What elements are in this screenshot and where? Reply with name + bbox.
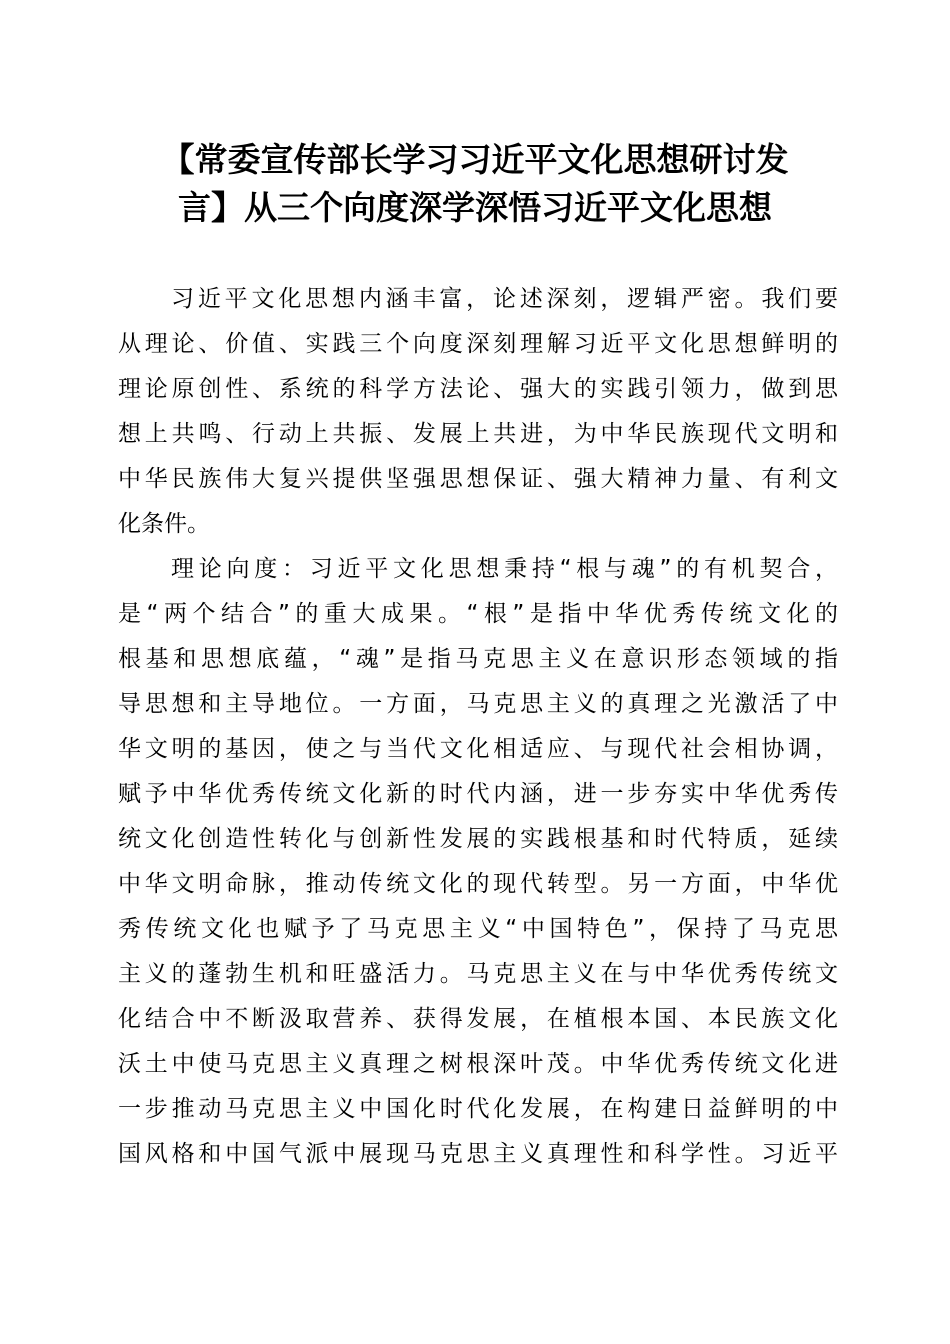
paragraph-line: 从理论、价值、实践三个向度深刻理解习近平文化思想鲜明的	[118, 331, 838, 357]
paragraph-line: 化条件。	[118, 511, 210, 537]
paragraph-line: 国风格和中国气派中展现马克思主义真理性和科学性。习近平	[118, 1141, 838, 1167]
paragraph-line: 华文明的基因，使之与当代文化相适应、与现代社会相协调，	[118, 736, 838, 762]
paragraph-line: 中华文明命脉，推动传统文化的现代转型。另一方面，中华优	[118, 871, 838, 897]
paragraph-2	[118, 547, 838, 1177]
paragraph-line: 统文化创造性转化与创新性发展的实践根基和时代特质，延续	[118, 826, 838, 852]
title-line-1: 【常委宣传部长学习习近平文化思想研讨发	[161, 140, 789, 179]
paragraph-line: 导思想和主导地位。一方面，马克思主义的真理之光激活了中	[118, 691, 838, 717]
paragraph-line: 习近平文化思想内涵丰富，论述深刻，逻辑严密。我们要	[171, 286, 838, 312]
paragraph-line: 化结合中不断汲取营养、获得发展，在植根本国、本民族文化	[118, 1006, 838, 1032]
paragraph-line: 想上共鸣、行动上共振、发展上共进，为中华民族现代文明和	[118, 421, 838, 447]
paragraph-line: 赋予中华优秀传统文化新的时代内涵，进一步夯实中华优秀传	[118, 781, 838, 807]
document-body	[118, 277, 838, 1177]
title-line-2: 言】从三个向度深学深悟习近平文化思想	[178, 188, 772, 227]
paragraph-line: 中华民族伟大复兴提供坚强思想保证、强大精神力量、有利文	[118, 466, 838, 492]
document-title	[120, 136, 830, 232]
paragraph-line: 沃土中使马克思主义真理之树根深叶茂。中华优秀传统文化进	[118, 1051, 838, 1077]
paragraph-1	[118, 277, 838, 547]
paragraph-line: 理论向度：习近平文化思想秉持“根与魂”的有机契合，	[171, 556, 838, 582]
paragraph-line: 主义的蓬勃生机和旺盛活力。马克思主义在与中华优秀传统文	[118, 961, 838, 987]
paragraph-line: 秀传统文化也赋予了马克思主义“中国特色”，保持了马克思	[118, 916, 838, 942]
paragraph-line: 一步推动马克思主义中国化时代化发展，在构建日益鲜明的中	[118, 1096, 838, 1122]
paragraph-line: 理论原创性、系统的科学方法论、强大的实践引领力，做到思	[118, 376, 838, 402]
paragraph-line: 是“两个结合”的重大成果。“根”是指中华优秀传统文化的	[118, 601, 838, 627]
paragraph-line: 根基和思想底蕴，“魂”是指马克思主义在意识形态领域的指	[118, 646, 838, 672]
